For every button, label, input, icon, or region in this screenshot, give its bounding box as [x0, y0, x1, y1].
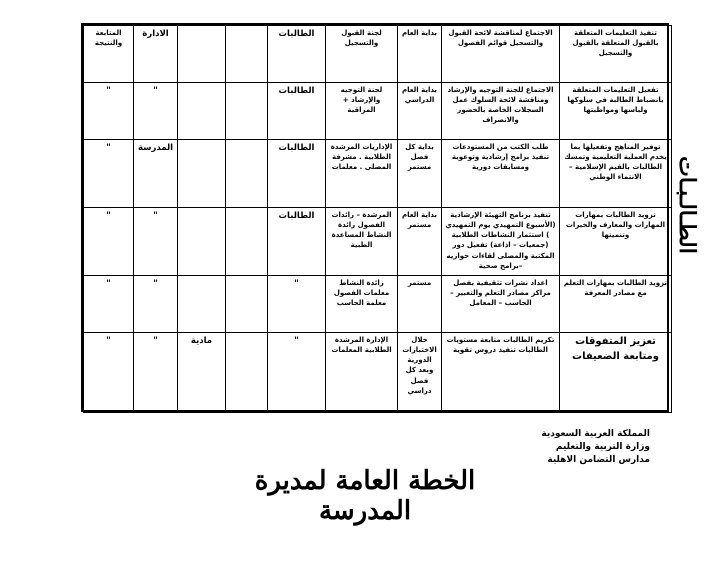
cost-cell	[178, 26, 226, 83]
eval-tool-cell: "	[84, 140, 134, 208]
blank-cell	[226, 208, 268, 276]
eval-resp-cell: "	[134, 333, 178, 413]
goal-cell: تعزيز المتفوقات ومتابعة الضعيفات	[560, 333, 672, 413]
table-row	[84, 26, 672, 83]
target-cell: الطالبات	[268, 26, 326, 83]
org-line-ministry: وزارة التربية والتعليم	[555, 442, 650, 453]
executor-cell: لجنة التوجيه والإرشاد + المراقبة	[326, 83, 398, 140]
cost-cell	[178, 276, 226, 333]
executor-cell: المرشدة – رائدات الفصول رائدة النشاط المساعدة الطبية	[326, 208, 398, 276]
table-row	[84, 140, 672, 208]
executor-cell: لجنة القبول والتسجيل	[326, 26, 398, 83]
means-cell: اعداد نشرات تثقيفية بفصل مراكز مصادر التعلم والتعبير –الحاسب – المعامل	[442, 276, 560, 333]
goal-cell: توفير المناهج وتفعيلها بما يخدم العملية التعليمية وتمسك الطالبات بالقيم الإسلامية – الانتماء الوطني	[560, 140, 672, 208]
goal-cell: تنفيذ التعليمات المتعلقة بالقبول المتعلقة بالقبول والتسجيل	[560, 26, 672, 83]
executor-cell: رائدة النشاط معلمات الفصول معلمة الحاسب	[326, 276, 398, 333]
blank-cell	[226, 140, 268, 208]
means-cell: تنفيذ برنامج التهيئة الإرشادية (الأسبوع التمهيدي يوم التمهيدي ) استثمار النشاطات الطلابية (جمعيات – اذاعة) تفعيل دور المكتبة والمصلى لقاءات حواريه –برامج صحية	[442, 208, 560, 276]
cost-cell	[178, 140, 226, 208]
plan-table	[81, 23, 669, 412]
blank-cell	[226, 276, 268, 333]
goal-cell: تزويد الطالبات بمهارات التعلم مع مصادر المعرفة	[560, 276, 672, 333]
goal-cell: تفعيل التعليمات المتعلقة بانضباط الطالبة في سلوكها ولباسها ومواظبتها	[560, 83, 672, 140]
time-cell: بداية العام	[398, 26, 442, 83]
page-title: الخطة العامة لمديرة المدرسة	[254, 466, 476, 526]
eval-resp-cell: "	[134, 276, 178, 333]
cost-cell: مادية	[178, 333, 226, 413]
eval-resp-cell: المدرسة	[134, 140, 178, 208]
means-cell: طلب الكتب من المستودعات تنفيذ برامج إرشادية وتوعوية ومسابقات دورية	[442, 140, 560, 208]
blank-cell	[226, 26, 268, 83]
target-cell: "	[268, 276, 326, 333]
side-label	[666, 150, 708, 260]
table-row	[84, 333, 672, 413]
eval-tool-cell: "	[84, 83, 134, 140]
cost-cell	[178, 83, 226, 140]
target-cell: الطالبات	[268, 208, 326, 276]
eval-resp-cell: الادارة	[134, 26, 178, 83]
eval-tool-cell: "	[84, 208, 134, 276]
target-cell: "	[268, 333, 326, 413]
time-cell: مستمر	[398, 276, 442, 333]
table-row	[84, 208, 672, 276]
eval-resp-cell: "	[134, 83, 178, 140]
table-row	[84, 276, 672, 333]
table-row	[84, 83, 672, 140]
eval-tool-cell: المتابعة والنتيجة	[84, 26, 134, 83]
blank-cell	[226, 83, 268, 140]
org-header	[541, 428, 650, 467]
blank-cell	[226, 333, 268, 413]
goal-cell: تزويد الطالبات بمهارات المهارات والمعارف والخبرات وتنميتها	[560, 208, 672, 276]
means-cell: تكريم الطالبات متابعة مستويات الطالبات تنفيذ دروس تقوية	[442, 333, 560, 413]
executor-cell: الإداريات المرشدة الطلابية . مشرفة المصلى . معلمات	[326, 140, 398, 208]
time-cell: خلال الاختبارات الدورية وبعد كل فصل دراسي	[398, 333, 442, 413]
org-line-kingdom: المملكة العربية السعودية	[541, 429, 650, 439]
target-cell: الطالبات	[268, 140, 326, 208]
org-line-school: مدارس التضامن الاهلية	[547, 455, 650, 466]
cost-cell	[178, 208, 226, 276]
means-cell: الاجتماع لمناقشة لائحة القبول والتسجيل قوائم الفصول	[442, 26, 560, 83]
time-cell: بداية العام مستمر	[398, 208, 442, 276]
eval-tool-cell: "	[84, 276, 134, 333]
time-cell: بداية كل فصل مستمر	[398, 140, 442, 208]
side-label-text: الطـالـبـات	[674, 156, 701, 254]
eval-resp-cell: "	[134, 208, 178, 276]
means-cell: الاجتماع للجنة التوجيه والإرشاد ومناقشة لائحة السلوك عمل السجلات الخاصة بالحضور والانصراف	[442, 83, 560, 140]
time-cell: بداية العام الدراسي	[398, 83, 442, 140]
executor-cell: الإدارة المرشدة الطلابية المعلمات	[326, 333, 398, 413]
target-cell: الطالبات	[268, 83, 326, 140]
eval-tool-cell: "	[84, 333, 134, 413]
